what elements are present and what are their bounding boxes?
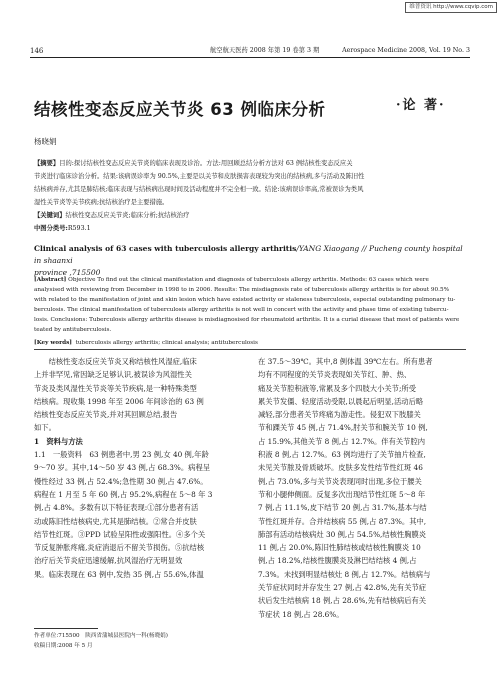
body-line: 例,占 18.2%,结核性腹膜炎及淋巴结结核 4 例,占 [258, 556, 417, 566]
abstract-line: 结核病并存,尤其是肺结核;临床表现与结核病出现时间及活动程度并不完全相一致。结论:该病误诊率高,常被误诊为类风 [34, 186, 364, 193]
article-title: 结核性变态反应关节炎 63 例临床分析 [34, 100, 326, 119]
body-line: 均有不同程度的关节炎表现如关节红、肿、热、 [258, 370, 412, 380]
english-title [34, 243, 466, 279]
body-line: 如下。 [34, 423, 56, 433]
footnote-divider [34, 628, 98, 629]
author-affiliation-note: 作者单位:715500 陕西省蒲城县医院内一科(杨晓娟) [34, 633, 168, 639]
body-column-left [34, 355, 246, 581]
english-keywords: [Key words] tuberculosis allergy arthritis; clinical analysis; antituberculosis [34, 340, 258, 346]
abstract-label: 【摘要】 [34, 160, 60, 167]
body-line: 1.1 一般资料 63 例患者中,男 23 例,女 40 例,年龄 [34, 450, 209, 460]
journal-name-cn: 航空航天医药 2008 年第 19 卷第 3 期 [210, 47, 320, 54]
body-line: 上并非罕见,常因缺乏足够认识,被误诊为风湿性关 [34, 370, 192, 380]
abstract-line: [Abstract] Objective To find out the clinical manifestation and diagnosis of tuberculosis allergy arthritis. Methods: 63 cases which were [34, 277, 429, 283]
section-label: ·论 著· [396, 98, 446, 113]
body-line: 结核性变态反应关节炎又称结核性风湿症,临床 [34, 357, 197, 366]
body-line: 9～70 岁。其中,14～50 岁 43 例,占 68.3%。病程呈 [34, 463, 211, 473]
abstract-line: analysised with reviewing from December in 1998 to in 2006. Results: The misdiagnosis rate of tuberculosis allergy arthritis is for about 90.5% [34, 287, 449, 293]
abstract-line: teated by antituberculosis. [34, 327, 112, 333]
body-line: 积液 8 例,占 12.7%。63 例均进行了关节抽片检查, [258, 450, 426, 460]
abstract-line: 【摘要】目的:探讨结核性变态反应关节炎的临床表现及诊治。方法:用回顾总结分析方法对 63 例结核性变态反应关 [34, 160, 353, 167]
author: 杨晓娟 [34, 137, 57, 146]
body-line: 节和小腿伸侧面。反复多次出现结节性红斑 5～8 年 [258, 489, 426, 499]
body-line: 例,占 4.8%。多数有以下特征表现:①部分患者有活 [34, 503, 199, 513]
english-affiliation-line2: province ,715500 [34, 268, 101, 277]
body-line: 占 15.9%,其他关节 8 例,占 12.7%。伴有关节腔内 [258, 436, 426, 446]
journal-name-en: Aerospace Medicine 2008, Vol. 19 No. 3 [342, 47, 470, 54]
body-line: 肺部有活动结核病灶 30 例,占 54.5%,结核性胸膜炎 [258, 529, 427, 539]
body-column-right [258, 355, 470, 621]
body-line: 7.3%。未找到明显结核灶 8 例,占 12.7%。结核病与 [258, 569, 431, 579]
section-heading: 1 资料与方法 [34, 436, 83, 446]
body-line: 节反复肿胀疼痛,炎症消退后不留关节损伤。⑤抗结核 [34, 543, 205, 553]
keywords-line: 【关键词】结核性变态反应关节炎;临床分析;抗结核治疗 [34, 212, 190, 219]
body-line: 减轻,部分患者关节疼痛为游走性。侵犯双下肢膝关 [258, 410, 421, 420]
english-abstract [34, 275, 466, 335]
body-line: 关节症状同时并存发生 27 例,占 42.8%,先有关节症 [258, 583, 427, 593]
footnote [34, 631, 168, 651]
keywords-label: [Key words] [34, 340, 72, 346]
source-watermark: 维普资讯 http://www.cqvip.com [405, 2, 497, 13]
body-line: 慢性经过 33 例,占 52.4%;急性期 30 例,占 47.6%。 [34, 476, 208, 486]
body-line: 状后发生结核病 18 例,占 28.6%,先有结核病后有关 [258, 596, 427, 606]
body-line: 累关节发僵、轻度活动受限,以晨起后明显,活动后略 [258, 396, 424, 406]
body-line: 例,占 73.0%,多与关节炎表现同时出现,多位于腰关 [258, 476, 422, 486]
abstract-line: berculosis. The clinical manifestation of tuberculosis allergy arthritis is not well in concert with the activity and phase time of existing tubercu- [34, 307, 449, 313]
abstract-label: [Abstract] [34, 277, 67, 283]
page-number: 146 [30, 47, 44, 55]
body-line: 节性红斑并存。合并结核病 55 例,占 87.3%。其中, [258, 516, 427, 526]
header-divider [30, 57, 470, 58]
english-title-main: Clinical analysis of 63 cases with tuberculosis allergy arthritis [34, 244, 297, 253]
body-line: 结节性红斑。③PPD 试验呈阳性或强阳性。④多个关 [34, 529, 206, 539]
body-line: 结核病。现收集 1998 年至 2006 年间诊治的 63 例 [34, 396, 204, 406]
received-date-note: 收稿日期:2008 年 5 月 [34, 643, 93, 649]
running-header [30, 46, 470, 56]
classification-line: 中图分类号:R593.1 [34, 225, 91, 232]
body-line: 11 例,占 20.0%,陈旧性肺结核或结核性胸膜炎 10 [258, 543, 421, 553]
abstract-line: 节炎进行临床诊治分析。结果:该病误诊率为 90.5%,主要是以关节和皮肤损害表现较为突出的结核病,多与活动及陈旧性 [34, 173, 365, 180]
body-line: 7 例,占 11.1%,皮下结节 20 例,占 31.7%,基本与结 [258, 503, 427, 513]
body-line: 节症状 18 例,占 28.6%。 [258, 609, 344, 619]
abstract-line: losis. Conclusions: Tuberculosis allergy arthritis disease is misdiagnosised for rheumatoid arthritis. It is a curial disease that most of patients were [34, 317, 460, 323]
abstract-line: with related to the manifestation of joint and skin lesion which have existed activity or staleness tuberculosis, especial outstanding pulmonary tu- [34, 297, 456, 303]
classification-label: 中图分类号: [34, 225, 68, 232]
body-line: 在 37.5～39℃。其中,8 例体温 39℃左右。所有患者 [258, 357, 433, 366]
keywords-label: 【关键词】 [34, 212, 66, 219]
english-author-affiliation: /YANG Xiaogang // Pucheng county hospital in shaanxi [34, 244, 463, 265]
body-line: 果。临床表现在 63 例中,发热 35 例,占 55.6%,体温 [34, 569, 204, 579]
body-line: 治疗后关节炎症迅速缓解,抗风湿治疗无明显效 [34, 556, 183, 566]
body-line: 未见关节脓及骨质破坏。皮肤多发性结节性红斑 46 [258, 463, 423, 473]
abstract-line: 湿性关节炎等关节疾病;抗结核治疗是主要措施。 [34, 199, 169, 206]
abstract-divider [34, 349, 466, 350]
body-line: 病程在 1 月至 5 年 60 例,占 95.2%,病程在 5～8 年 3 [34, 489, 213, 499]
chinese-abstract [34, 157, 466, 235]
body-line: 结核性变态反应关节炎,并对其回顾总结,报告 [34, 410, 178, 420]
body-line: 节炎及类风湿性关节炎等关节疾病,是一种特殊类型 [34, 383, 197, 393]
body-line: 节和踝关节 45 例,占 71.4%,肘关节和腕关节 10 例, [258, 423, 428, 433]
body-line: 痛及关节腔积液等,常累及多个四肢大小关节;所受 [258, 383, 417, 393]
body-line: 动或陈旧性结核病史,尤其是肺结核。②常合并皮肤 [34, 516, 197, 526]
